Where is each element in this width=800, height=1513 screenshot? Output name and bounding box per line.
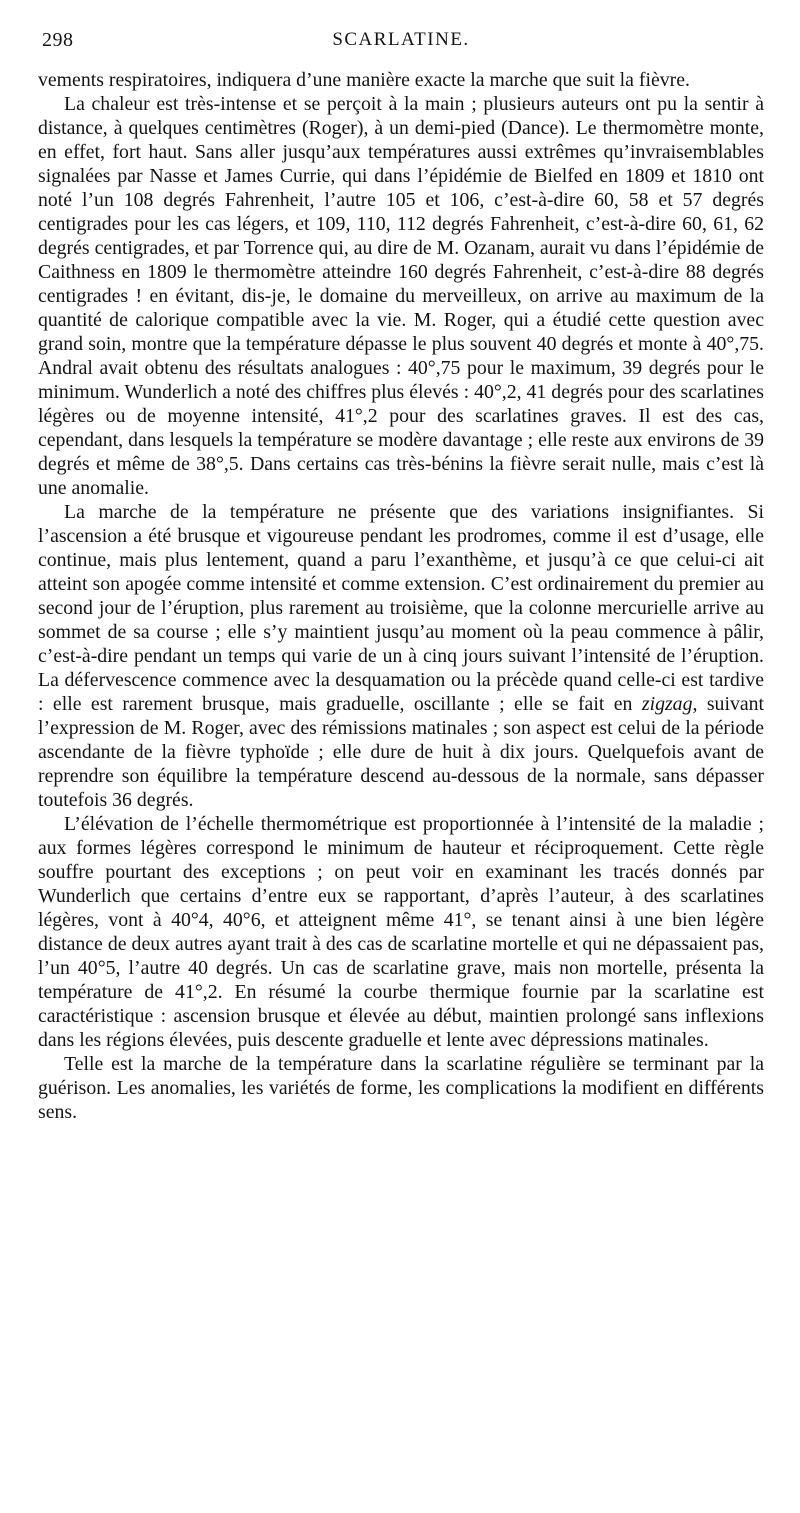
- page-header: [38, 28, 764, 58]
- paragraph-conclusion: Telle est la marche de la température dans la scarlatine régulière se terminant par la guérison. Les anomalies, les variétés de forme, les complications la modifient en différents sens.: [38, 1053, 764, 1123]
- paragraph-elevation: L’élévation de l’échelle thermométrique est proportionnée à l’intensité de la maladie ; aux formes légères correspond le minimum de hauteur et réciproquement. Cette règle souffre pourtant des exceptions ; on peut voir en examinant les tracés donnés par Wunderlich que certains d’entre eux se rapportant, d’après l’auteur, à des scarlatines légères, vont à 40°4, 40°6, et atteignent même 41°, se tenant ainsi à une bien légère distance de deux autres ayant trait à des cas de scarlatine mortelle et qui ne dépassaient pas, l’un 40°5, l’autre 40 degrés. Un cas de scarlatine grave, mais non mortelle, présenta la température de 41°,2. En résumé la courbe thermique fournie par la scarlatine est caractéristique : ascension brusque et élevée au début, maintien prolongé sans inflexions dans les régions élevées, puis descente graduelle et lente avec dépressions matinales.: [38, 813, 764, 1051]
- page-number: 298: [42, 29, 74, 51]
- paragraph-chaleur: La chaleur est très-intense et se perçoit à la main ; plusieurs auteurs ont pu la sentir à distance, à quelques centimètres (Roger), à un demi-pied (Dance). Le thermomètre monte, en effet, fort haut. Sans aller jusqu’aux températures aussi extrêmes qu’invraisemblables signalées par Nasse et James Currie, qui dans l’épidémie de Bielfed en 1809 et 1810 ont noté l’un 108 degrés Fahrenheit, l’autre 105 et 106, c’est-à-dire 60, 58 et 57 degrés centigrades pour les cas légers, et 109, 110, 112 degrés Fahrenheit, c’est-à-dire 60, 61, 62 degrés centigrades, et par Torrence qui, au dire de M. Ozanam, aurait vu dans l’épidémie de Caithness en 1809 le thermomètre atteindre 160 degrés Fahrenheit, c’est-à-dire 88 degrés centigrades ! en évitant, dis-je, le domaine du merveilleux, on arrive au maximum de la quantité de calorique compatible avec la vie. M. Roger, qui a étudié cette question avec grand soin, montre que la température dépasse le plus souvent 40 degrés et monte à 40°,75. Andral avait obtenu des résultats analogues : 40°,75 pour le maximum, 39 degrés pour le minimum. Wunderlich a noté des chiffres plus élevés : 40°,2, 41 degrés pour des scarlatines légères ou de moyenne intensité, 41°,2 pour des scarlatines graves. Il est des cas, cependant, dans lesquels la température se modère davantage ; elle reste aux environs de 39 degrés et même de 38°,5. Dans certains cas très-bénins la fièvre serait nulle, mais c’est là une anomalie.: [38, 93, 765, 499]
- paragraph-continuation: vements respiratoires, indiquera d’une manière exacte la marche que suit la fièvre.: [38, 69, 690, 91]
- paragraph-marche: [38, 500, 764, 812]
- italic-term-zigzag: zigzag: [641, 693, 693, 715]
- paragraph-marche-text-end: , suivant l’expression de M. Roger, avec des rémissions matinales ; son aspect est celui de la période ascendante de la fièvre typhoïde ; elle dure de huit à dix jours. Quelquefois avant de reprendre son équilibre la température descend au-dessous de la normale, sans dépasser toutefois 36 degrés.: [38, 693, 764, 811]
- paragraph-marche-text: La marche de la température ne présente que des variations insignifiantes. Si l’ascension a été brusque et vigoureuse pendant les prodromes, comme il est d’usage, elle continue, mais plus lentement, quand a paru l’exanthème, et jusqu’à ce que celui-ci ait atteint son apogée comme intensité et comme extension. C’est ordinairement du premier au second jour de l’éruption, plus rarement au troisième, que la colonne mercurielle arrive au sommet de sa course ; elle s’y maintient jusqu’au moment où la peau commence à pâlir, c’est-à-dire pendant un temps qui varie de un à cinq jours suivant l’intensité de l’éruption. La défervescence commence avec la desquamation ou la précède quand celle-ci est tardive : elle est rarement brusque, mais graduelle, oscillante ; elle se fait en: [38, 501, 764, 715]
- running-title: SCARLATINE.: [332, 29, 470, 50]
